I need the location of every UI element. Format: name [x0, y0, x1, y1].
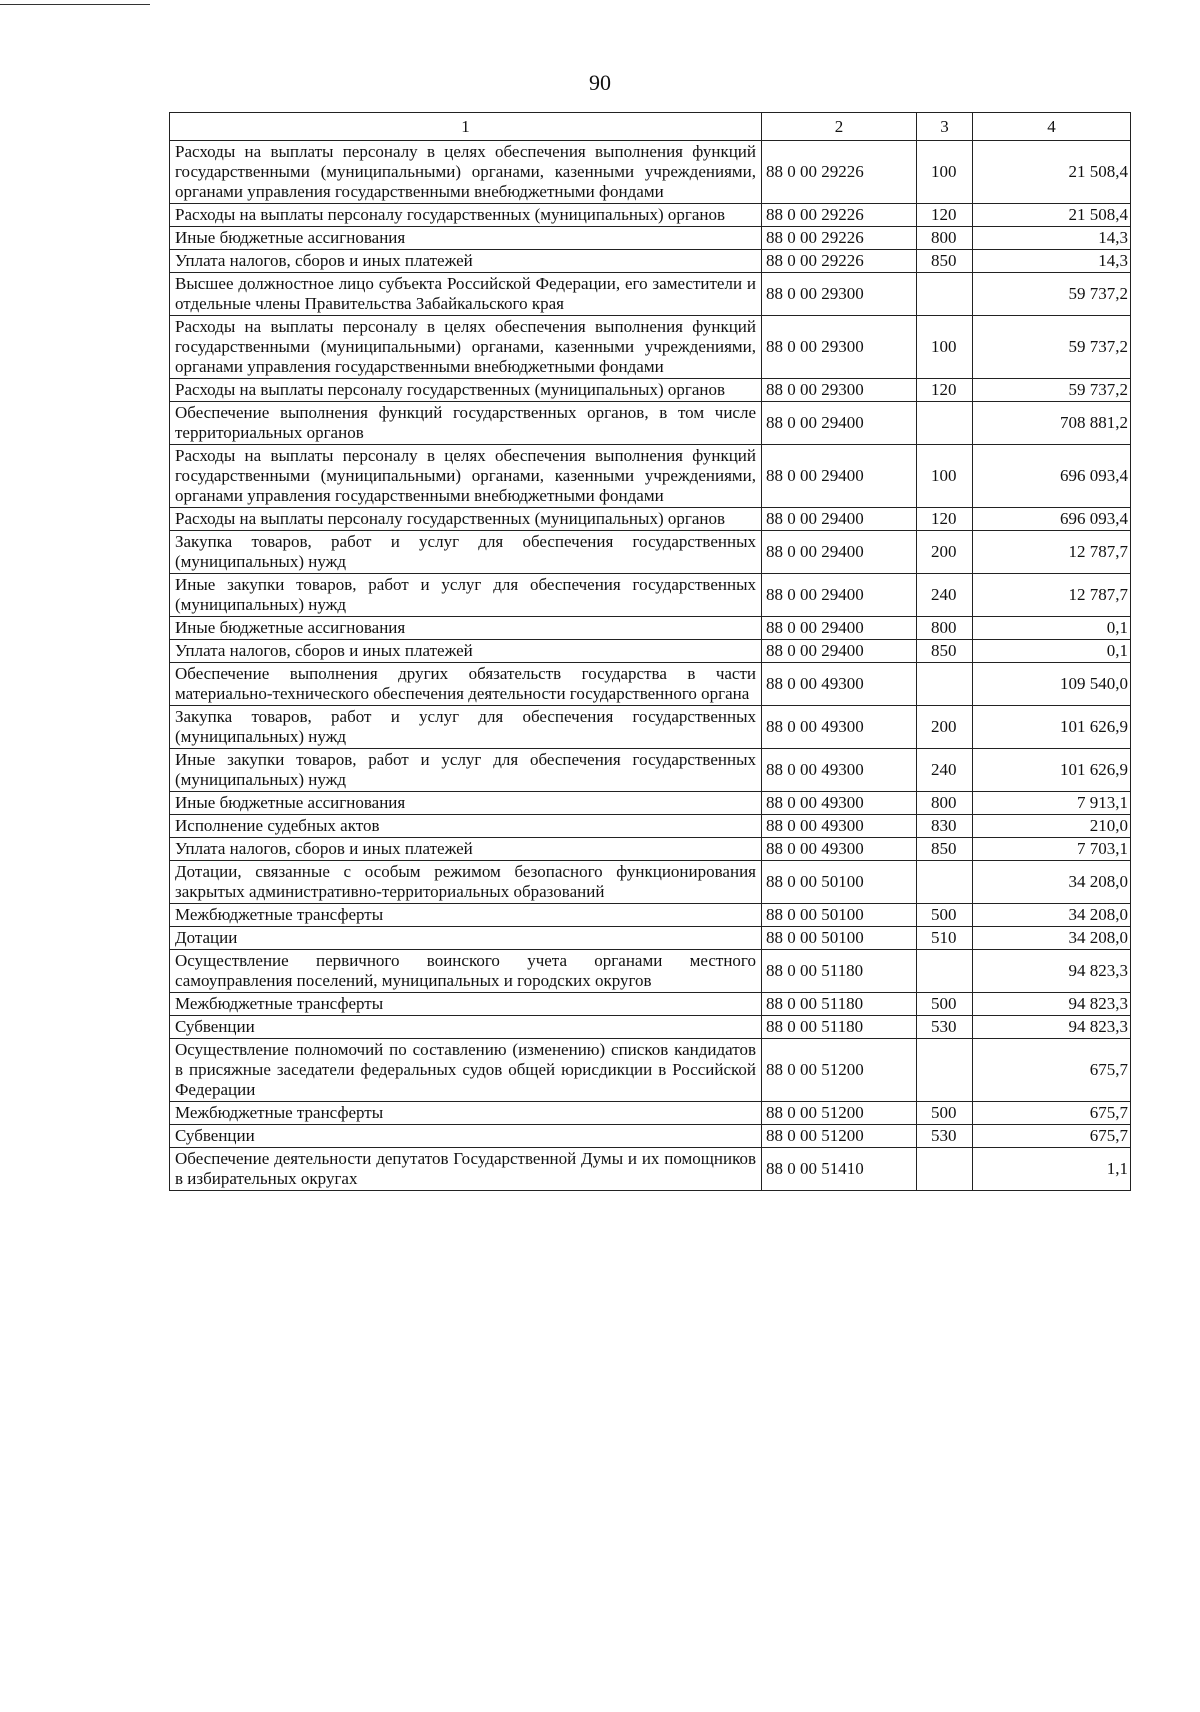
- header-col-code: 2: [762, 113, 917, 141]
- row-kind-cell: 850: [917, 838, 973, 861]
- row-amount-cell: 94 823,3: [973, 950, 1131, 993]
- row-amount-cell: 675,7: [973, 1039, 1131, 1102]
- row-code-cell: 88 0 00 29400: [762, 531, 917, 574]
- row-kind-cell: [917, 273, 973, 316]
- row-amount-cell: 34 208,0: [973, 861, 1131, 904]
- row-amount-cell: 101 626,9: [973, 706, 1131, 749]
- row-name-cell: Иные закупки товаров, работ и услуг для обеспечения государственных (муниципальных) нужд: [170, 574, 762, 617]
- row-kind-cell: 500: [917, 1102, 973, 1125]
- row-amount-cell: 14,3: [973, 227, 1131, 250]
- row-code-cell: 88 0 00 29400: [762, 508, 917, 531]
- row-kind-cell: 500: [917, 993, 973, 1016]
- row-kind-cell: 530: [917, 1125, 973, 1148]
- row-code-cell: 88 0 00 49300: [762, 663, 917, 706]
- row-kind-cell: 200: [917, 706, 973, 749]
- row-name-cell: Закупка товаров, работ и услуг для обеспечения государственных (муниципальных) нужд: [170, 706, 762, 749]
- table-row: [170, 402, 1131, 445]
- row-code-cell: 88 0 00 29400: [762, 617, 917, 640]
- row-kind-cell: 850: [917, 640, 973, 663]
- row-code-cell: 88 0 00 29400: [762, 640, 917, 663]
- row-name-cell: Субвенции: [170, 1125, 762, 1148]
- row-amount-cell: 101 626,9: [973, 749, 1131, 792]
- row-kind-cell: 510: [917, 927, 973, 950]
- row-code-cell: 88 0 00 51180: [762, 950, 917, 993]
- row-amount-cell: 34 208,0: [973, 904, 1131, 927]
- row-name-cell: Осуществление полномочий по составлению (изменению) списков кандидатов в присяжные заседатели федеральных судов общей юрисдикции в Российской Федерации: [170, 1039, 762, 1102]
- row-name-cell: Межбюджетные трансферты: [170, 993, 762, 1016]
- row-amount-cell: 7 703,1: [973, 838, 1131, 861]
- row-amount-cell: 210,0: [973, 815, 1131, 838]
- row-amount-cell: 59 737,2: [973, 379, 1131, 402]
- header-col-kind: 3: [917, 113, 973, 141]
- table-row: [170, 663, 1131, 706]
- table-row: [170, 531, 1131, 574]
- row-code-cell: 88 0 00 49300: [762, 749, 917, 792]
- row-kind-cell: 120: [917, 508, 973, 531]
- table-row: [170, 250, 1131, 273]
- row-code-cell: 88 0 00 50100: [762, 927, 917, 950]
- table-row: [170, 815, 1131, 838]
- table-row: [170, 904, 1131, 927]
- table-row: [170, 1039, 1131, 1102]
- table-row: [170, 792, 1131, 815]
- row-kind-cell: [917, 663, 973, 706]
- row-amount-cell: 59 737,2: [973, 273, 1131, 316]
- row-code-cell: 88 0 00 49300: [762, 792, 917, 815]
- row-kind-cell: 800: [917, 617, 973, 640]
- row-amount-cell: 109 540,0: [973, 663, 1131, 706]
- row-name-cell: Расходы на выплаты персоналу государственных (муниципальных) органов: [170, 379, 762, 402]
- row-kind-cell: 100: [917, 445, 973, 508]
- row-kind-cell: 830: [917, 815, 973, 838]
- row-amount-cell: 0,1: [973, 640, 1131, 663]
- row-kind-cell: 800: [917, 792, 973, 815]
- row-name-cell: Иные бюджетные ассигнования: [170, 792, 762, 815]
- row-code-cell: 88 0 00 49300: [762, 706, 917, 749]
- row-name-cell: Исполнение судебных актов: [170, 815, 762, 838]
- row-kind-cell: [917, 950, 973, 993]
- table-row: [170, 1102, 1131, 1125]
- row-kind-cell: [917, 402, 973, 445]
- row-amount-cell: 14,3: [973, 250, 1131, 273]
- table-row: [170, 574, 1131, 617]
- row-name-cell: Субвенции: [170, 1016, 762, 1039]
- table-row: [170, 1125, 1131, 1148]
- row-kind-cell: 240: [917, 749, 973, 792]
- table-row: [170, 508, 1131, 531]
- table-row: [170, 141, 1131, 204]
- table-row: [170, 838, 1131, 861]
- row-kind-cell: 100: [917, 141, 973, 204]
- row-kind-cell: 850: [917, 250, 973, 273]
- row-name-cell: Уплата налогов, сборов и иных платежей: [170, 640, 762, 663]
- row-amount-cell: 59 737,2: [973, 316, 1131, 379]
- row-amount-cell: 1,1: [973, 1148, 1131, 1191]
- row-code-cell: 88 0 00 29300: [762, 273, 917, 316]
- table-row: [170, 927, 1131, 950]
- row-code-cell: 88 0 00 50100: [762, 861, 917, 904]
- row-kind-cell: 200: [917, 531, 973, 574]
- row-amount-cell: 21 508,4: [973, 141, 1131, 204]
- row-name-cell: Обеспечение деятельности депутатов Государственной Думы и их помощников в избирательных округах: [170, 1148, 762, 1191]
- row-name-cell: Дотации: [170, 927, 762, 950]
- row-amount-cell: 675,7: [973, 1125, 1131, 1148]
- header-col-name: 1: [170, 113, 762, 141]
- row-code-cell: 88 0 00 50100: [762, 904, 917, 927]
- row-kind-cell: 120: [917, 379, 973, 402]
- table-header-row: [170, 113, 1131, 141]
- row-name-cell: Уплата налогов, сборов и иных платежей: [170, 838, 762, 861]
- row-kind-cell: 240: [917, 574, 973, 617]
- table-row: [170, 316, 1131, 379]
- row-amount-cell: 34 208,0: [973, 927, 1131, 950]
- table-row: [170, 379, 1131, 402]
- budget-table: [169, 112, 1131, 1191]
- row-code-cell: 88 0 00 29226: [762, 141, 917, 204]
- table-body: [170, 141, 1131, 1191]
- row-code-cell: 88 0 00 51200: [762, 1102, 917, 1125]
- row-code-cell: 88 0 00 29300: [762, 379, 917, 402]
- row-code-cell: 88 0 00 29400: [762, 574, 917, 617]
- row-amount-cell: 94 823,3: [973, 993, 1131, 1016]
- row-kind-cell: 100: [917, 316, 973, 379]
- row-name-cell: Расходы на выплаты персоналу в целях обеспечения выполнения функций государственными (муниципальными) органами, казенными учреждениями, органами управления государственными внебюджетными фондами: [170, 445, 762, 508]
- table-row: [170, 204, 1131, 227]
- row-code-cell: 88 0 00 29226: [762, 227, 917, 250]
- row-name-cell: Обеспечение выполнения функций государственных органов, в том числе территориальных органов: [170, 402, 762, 445]
- table-row: [170, 706, 1131, 749]
- row-kind-cell: 800: [917, 227, 973, 250]
- row-kind-cell: [917, 1039, 973, 1102]
- page-number: 90: [589, 70, 611, 95]
- table-row: [170, 445, 1131, 508]
- row-name-cell: Расходы на выплаты персоналу государственных (муниципальных) органов: [170, 204, 762, 227]
- row-name-cell: Обеспечение выполнения других обязательств государства в части материально-технического обеспечения деятельности государственного органа: [170, 663, 762, 706]
- row-name-cell: Высшее должностное лицо субъекта Российской Федерации, его заместители и отдельные члены Правительства Забайкальского края: [170, 273, 762, 316]
- row-amount-cell: 94 823,3: [973, 1016, 1131, 1039]
- row-kind-cell: [917, 1148, 973, 1191]
- row-code-cell: 88 0 00 51200: [762, 1125, 917, 1148]
- row-code-cell: 88 0 00 51410: [762, 1148, 917, 1191]
- row-code-cell: 88 0 00 51180: [762, 1016, 917, 1039]
- row-code-cell: 88 0 00 49300: [762, 815, 917, 838]
- row-code-cell: 88 0 00 51180: [762, 993, 917, 1016]
- row-name-cell: Расходы на выплаты персоналу в целях обеспечения выполнения функций государственными (муниципальными) органами, казенными учреждениями, органами управления государственными внебюджетными фондами: [170, 141, 762, 204]
- table-row: [170, 749, 1131, 792]
- row-name-cell: Иные бюджетные ассигнования: [170, 227, 762, 250]
- row-name-cell: Межбюджетные трансферты: [170, 1102, 762, 1125]
- row-amount-cell: 21 508,4: [973, 204, 1131, 227]
- row-amount-cell: 7 913,1: [973, 792, 1131, 815]
- row-amount-cell: 12 787,7: [973, 531, 1131, 574]
- table-row: [170, 617, 1131, 640]
- table-row: [170, 861, 1131, 904]
- row-amount-cell: 675,7: [973, 1102, 1131, 1125]
- row-kind-cell: 120: [917, 204, 973, 227]
- row-amount-cell: 12 787,7: [973, 574, 1131, 617]
- row-code-cell: 88 0 00 49300: [762, 838, 917, 861]
- row-name-cell: Дотации, связанные с особым режимом безопасного функционирования закрытых административно-территориальных образований: [170, 861, 762, 904]
- budget-table-container: [169, 112, 1130, 1191]
- row-kind-cell: 500: [917, 904, 973, 927]
- row-name-cell: Иные закупки товаров, работ и услуг для обеспечения государственных (муниципальных) нужд: [170, 749, 762, 792]
- row-amount-cell: 696 093,4: [973, 508, 1131, 531]
- row-code-cell: 88 0 00 29400: [762, 445, 917, 508]
- row-amount-cell: 696 093,4: [973, 445, 1131, 508]
- row-amount-cell: 708 881,2: [973, 402, 1131, 445]
- header-col-amount: 4: [973, 113, 1131, 141]
- table-row: [170, 1148, 1131, 1191]
- table-row: [170, 227, 1131, 250]
- row-kind-cell: [917, 861, 973, 904]
- table-row: [170, 640, 1131, 663]
- row-kind-cell: 530: [917, 1016, 973, 1039]
- table-row: [170, 993, 1131, 1016]
- row-amount-cell: 0,1: [973, 617, 1131, 640]
- row-name-cell: Закупка товаров, работ и услуг для обеспечения государственных (муниципальных) нужд: [170, 531, 762, 574]
- table-row: [170, 273, 1131, 316]
- row-name-cell: Уплата налогов, сборов и иных платежей: [170, 250, 762, 273]
- row-code-cell: 88 0 00 29400: [762, 402, 917, 445]
- row-name-cell: Расходы на выплаты персоналу в целях обеспечения выполнения функций государственными (муниципальными) органами, казенными учреждениями, органами управления государственными внебюджетными фондами: [170, 316, 762, 379]
- row-name-cell: Расходы на выплаты персоналу государственных (муниципальных) органов: [170, 508, 762, 531]
- table-row: [170, 1016, 1131, 1039]
- row-name-cell: Межбюджетные трансферты: [170, 904, 762, 927]
- row-code-cell: 88 0 00 29300: [762, 316, 917, 379]
- table-row: [170, 950, 1131, 993]
- row-name-cell: Иные бюджетные ассигнования: [170, 617, 762, 640]
- row-code-cell: 88 0 00 51200: [762, 1039, 917, 1102]
- row-code-cell: 88 0 00 29226: [762, 250, 917, 273]
- row-name-cell: Осуществление первичного воинского учета органами местного самоуправления поселений, муниципальных и городских округов: [170, 950, 762, 993]
- row-code-cell: 88 0 00 29226: [762, 204, 917, 227]
- scan-edge-line: [0, 4, 150, 5]
